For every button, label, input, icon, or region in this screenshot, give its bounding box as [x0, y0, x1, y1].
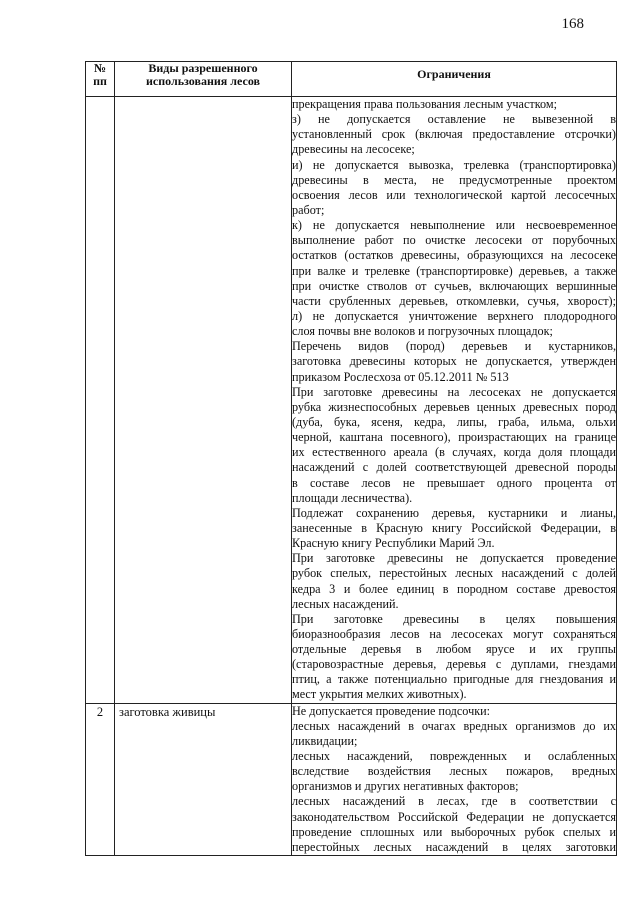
header-number [86, 62, 115, 97]
restriction-line: части срубленных деревьев, откомлевки, сучья, хворост); [292, 293, 616, 308]
restriction-line: лесных насаждений в очагах вредных организмов до их [292, 718, 616, 733]
restriction-line: черной, каштана посевного), произрастающих на границе [292, 430, 616, 445]
restriction-line: насаждений с долей соответствующей древесной породы [292, 460, 616, 475]
restriction-line: занесенные в Красную книгу Российской Федерации, в [292, 520, 616, 535]
restrictions-table [85, 61, 617, 856]
row-number [86, 97, 115, 704]
restriction-line: Подлежат сохранению деревья, кустарники и лианы, [292, 505, 616, 520]
restriction-line: заготовка древесины которых не допускается, утвержден [292, 354, 616, 369]
table-row [86, 97, 617, 704]
header-kind-line2: использования лесов [145, 74, 261, 88]
restriction-line: площади лесничества). [292, 490, 413, 505]
restriction-line: л) не допускается уничтожение верхнего плодородного [292, 308, 616, 323]
row-kind: заготовка живицы [115, 703, 292, 855]
restriction-line: работ; [292, 202, 325, 217]
restriction-line: освоения лесов или технологической картой лесосечных [292, 187, 616, 202]
restriction-line: слоя почвы вне волоков и погрузочных площадок; [292, 324, 553, 339]
restriction-line: Красную книгу Республики Марий Эл. [292, 536, 495, 551]
restriction-line: При заготовке древесины в целях повышения [292, 611, 616, 626]
row-restrictions [292, 97, 617, 704]
restriction-line: вследствие воздействия лесных пожаров, вредных [292, 764, 616, 779]
header-kind-line1: Виды разрешенного [148, 61, 258, 75]
restriction-line: мест укрытия мелких животных). [292, 687, 467, 702]
row-kind [115, 97, 292, 704]
restriction-line: (дуба, бука, ясеня, кедра, липы, граба, ильма, ольхи [292, 414, 616, 429]
restriction-line: ликвидации; [292, 733, 358, 748]
table-row [86, 703, 617, 855]
restriction-line: при очистке стволов от сучьев, включающих вершинные [292, 278, 616, 293]
restriction-line: организмов и других негативных факторов; [292, 779, 519, 794]
header-number-line1: № [93, 61, 107, 75]
restriction-line: Перечень видов (пород) деревьев и кустарников, [292, 339, 616, 354]
header-number-line2: пп [93, 74, 107, 88]
restriction-line: отдельные деревья в любом ярусе и их группы [292, 642, 616, 657]
restriction-line: и) не допускается вывозка, трелевка (транспортировка) [292, 157, 616, 172]
restriction-line: древесины в места, не предусмотренные проектом [292, 172, 616, 187]
restriction-line: перестойных лесных насаждений в целях заготовки [292, 839, 616, 854]
restriction-line: (старовозрастные деревья, деревья с дуплами, гнездами [292, 657, 616, 672]
restriction-line: лесных насаждений, поврежденных и ослабленных [292, 749, 616, 764]
restriction-line: Не допускается проведение подсочки: [292, 703, 491, 718]
restriction-line: их естественного ареала (в случаях, когда доля площади [292, 445, 616, 460]
restriction-line: рубок спелых, перестойных лесных насаждений с долей [292, 566, 616, 581]
row-restrictions [292, 703, 617, 855]
restriction-line: древесины на лесосеке; [292, 142, 415, 157]
restriction-line: законодательством Российской Федерации не допускается [292, 809, 616, 824]
restriction-line: кедра 3 и более единиц в породном составе древостоя [292, 581, 616, 596]
row-number: 2 [86, 703, 115, 855]
restriction-line: проведение сплошных или выборочных рубок спелых и [292, 824, 616, 839]
restriction-line: приказом Рослесхоза от 05.12.2011 № 513 [292, 369, 509, 384]
restriction-line: При заготовке древесины не допускается проведение [292, 551, 616, 566]
restriction-line: лесных насаждений в лесах, где в соответствии с [292, 794, 616, 809]
restriction-line: биоразнообразия лесов на лесосеках могут сохраняться [292, 626, 616, 641]
restriction-line: з) не допускается оставление не вывезенной в [292, 112, 616, 127]
restriction-line: рубка жизнеспособных деревьев ценных древесных пород [292, 399, 616, 414]
table-header-row [86, 62, 617, 97]
restriction-line: установленный срок (включая предоставление отсрочки) [292, 127, 616, 142]
header-kind [115, 62, 292, 97]
restriction-line: прекращения права пользования лесным участком; [292, 97, 557, 111]
restriction-line: при валке и трелевке (транспортировке) деревьев, а также [292, 263, 616, 278]
restriction-line: остатков (остатков древесины, образующихся на лесосеке [292, 248, 616, 263]
page-number: 168 [561, 16, 584, 32]
restriction-line: При заготовке древесины на лесосеках не допускается [292, 384, 616, 399]
restriction-line: выполнение работ по очистке лесосеки от порубочных [292, 233, 616, 248]
restriction-line: в составе лесов не превышает одного процента от [292, 475, 616, 490]
header-restrictions: Ограничения [292, 62, 617, 97]
restriction-line: лесных насаждений. [292, 596, 399, 611]
restriction-line: к) не допускается невыполнение или несвоевременное [292, 218, 616, 233]
restriction-line: птиц, а также потенциально пригодные для гнездования и [292, 672, 616, 687]
